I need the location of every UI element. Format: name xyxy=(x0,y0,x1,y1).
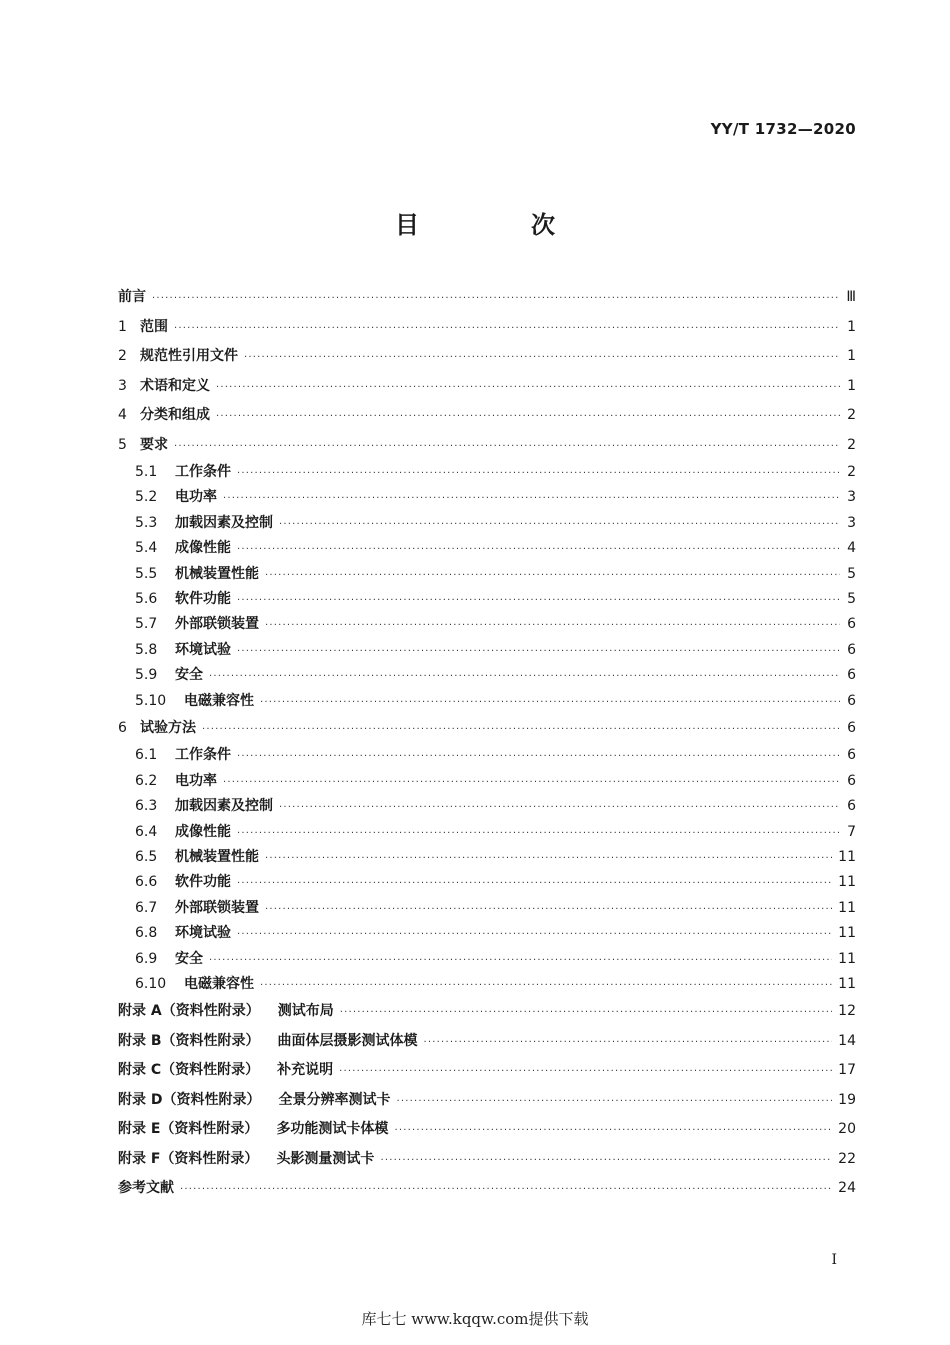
toc-entry-title: 补充说明 xyxy=(277,1062,334,1079)
dot-leader xyxy=(152,284,840,314)
toc-entry-page: 4 xyxy=(847,540,856,557)
toc-entry-title: 电磁兼容性 xyxy=(184,975,254,992)
toc-entry[interactable] xyxy=(118,485,856,510)
toc-entry-title: 加载因素及控制 xyxy=(175,514,273,531)
toc-entry-title: 试验方法 xyxy=(140,719,196,736)
toc-entry-title: 电功率 xyxy=(175,772,217,789)
toc-entry-page: 19 xyxy=(838,1091,856,1108)
toc-entry-title: 曲面体层摄影测试体模 xyxy=(277,1032,418,1049)
toc-entry[interactable] xyxy=(118,511,856,536)
toc-entry-appendix-label: 附录 A（资料性附录） xyxy=(118,1003,260,1020)
toc-entry[interactable] xyxy=(118,612,856,637)
toc-entry-title: 前言 xyxy=(118,289,146,305)
dot-leader xyxy=(237,871,832,896)
toc-entry[interactable] xyxy=(118,1056,856,1086)
toc-entry[interactable] xyxy=(118,794,856,819)
toc-entry-page: 12 xyxy=(838,1003,856,1020)
toc-entry-number: 4 xyxy=(118,407,127,423)
toc-entry[interactable] xyxy=(118,896,856,921)
toc-entry-page: 3 xyxy=(847,489,856,506)
toc-entry-appendix-label: 附录 E（资料性附录） xyxy=(118,1121,259,1138)
toc-entry-appendix-label: 附录 F（资料性附录） xyxy=(118,1150,259,1167)
dot-leader xyxy=(209,948,832,973)
toc-entry[interactable] xyxy=(118,972,856,997)
toc-entry-page: Ⅲ xyxy=(846,289,856,305)
toc-entry-title: 安全 xyxy=(175,950,203,967)
dot-leader xyxy=(237,461,840,486)
toc-entry-number: 6.10 xyxy=(135,975,167,992)
dot-leader xyxy=(209,664,840,689)
toc-entry-title: 头影测量测试卡 xyxy=(276,1150,375,1167)
toc-entry-number: 6.8 xyxy=(135,925,158,942)
toc-entry-title: 范围 xyxy=(140,318,168,335)
toc-entry-title: 外部联锁装置 xyxy=(175,616,259,633)
dot-leader xyxy=(397,1087,833,1117)
toc-entry[interactable] xyxy=(118,845,856,870)
toc-entry[interactable] xyxy=(118,283,856,313)
dot-leader xyxy=(202,715,840,745)
dot-leader xyxy=(339,1057,832,1087)
toc-entry[interactable] xyxy=(118,1145,856,1175)
toc-entry[interactable] xyxy=(118,663,856,688)
toc-entry-page: 20 xyxy=(838,1121,856,1138)
toc-entry[interactable] xyxy=(118,743,856,768)
toc-entry-page: 11 xyxy=(838,874,856,891)
toc-entry-number: 1 xyxy=(118,318,127,335)
toc-entry[interactable] xyxy=(118,638,856,663)
page-number: I xyxy=(831,1252,837,1268)
toc-entry[interactable] xyxy=(118,342,856,372)
toc-entry-title: 全景分辨率测试卡 xyxy=(278,1091,391,1108)
dot-leader xyxy=(237,821,840,846)
dot-leader xyxy=(174,314,840,344)
toc-entry-title: 电功率 xyxy=(175,489,217,506)
toc-entry-title: 测试布局 xyxy=(277,1003,334,1020)
toc-entry-page: 17 xyxy=(838,1062,856,1079)
toc-entry-title: 工作条件 xyxy=(175,747,231,764)
toc-entry[interactable] xyxy=(118,921,856,946)
dot-leader xyxy=(216,373,840,403)
toc-entry-title: 术语和定义 xyxy=(140,377,210,394)
dot-leader xyxy=(244,343,840,373)
toc-entry-number: 6.7 xyxy=(135,899,158,916)
toc-entry[interactable] xyxy=(118,947,856,972)
toc-entry-page: 11 xyxy=(838,899,856,916)
toc-entry-page: 2 xyxy=(847,436,856,453)
toc-entry-page: 6 xyxy=(847,692,856,709)
dot-leader xyxy=(237,922,832,947)
toc-entry-number: 5.6 xyxy=(135,590,158,607)
toc-entry-title: 成像性能 xyxy=(175,823,231,840)
toc-entry-page: 6 xyxy=(847,667,856,684)
dot-leader xyxy=(279,512,840,537)
toc-entry-page: 6 xyxy=(847,616,856,633)
toc-entry-number: 5.2 xyxy=(135,489,158,506)
toc-entry-page: 6 xyxy=(847,641,856,658)
toc-entry-page: 14 xyxy=(838,1032,856,1049)
dot-leader xyxy=(394,1116,832,1146)
toc-entry-page: 2 xyxy=(847,407,856,423)
toc-entry-page: 5 xyxy=(847,590,856,607)
toc-entry-number: 6.6 xyxy=(135,874,158,891)
dot-leader xyxy=(237,639,840,664)
dot-leader xyxy=(265,613,840,638)
toc-entry-number: 6.2 xyxy=(135,772,158,789)
toc-entry-number: 5.9 xyxy=(135,667,158,684)
dot-leader xyxy=(237,537,840,562)
download-watermark: 库七七 www.kqqw.com提供下载 xyxy=(361,1310,589,1328)
toc-entry-title: 成像性能 xyxy=(175,540,231,557)
toc-entry-page: 1 xyxy=(847,377,856,394)
toc-entry-title: 要求 xyxy=(140,436,168,453)
toc-entry-number: 6.4 xyxy=(135,823,158,840)
toc-entry-number: 2 xyxy=(118,348,127,364)
toc-entry-title: 安全 xyxy=(175,667,203,684)
toc-entry-number: 6.9 xyxy=(135,950,158,967)
toc-entry-page: 11 xyxy=(838,975,856,992)
toc-entry[interactable] xyxy=(118,820,856,845)
toc-entry[interactable] xyxy=(118,1115,856,1145)
dot-leader xyxy=(237,744,840,769)
dot-leader xyxy=(424,1028,833,1058)
toc-entry-page: 5 xyxy=(847,565,856,582)
toc-entry[interactable] xyxy=(118,1174,856,1204)
toc-entry-number: 5.7 xyxy=(135,616,158,633)
toc-entry-number: 3 xyxy=(118,377,127,394)
dot-leader xyxy=(265,846,832,871)
toc-entry-page: 6 xyxy=(847,747,856,764)
toc-entry-page: 6 xyxy=(847,719,856,736)
toc-entry-number: 6.1 xyxy=(135,747,158,764)
toc-entry-title: 外部联锁装置 xyxy=(175,899,259,916)
toc-entry-number: 5.5 xyxy=(135,565,158,582)
dot-leader xyxy=(279,795,840,820)
toc-entry-number: 5.3 xyxy=(135,514,158,531)
toc-entry[interactable] xyxy=(118,313,856,343)
toc-entry-number: 6.5 xyxy=(135,848,158,865)
dot-leader xyxy=(216,402,840,432)
toc-entry[interactable] xyxy=(118,997,856,1027)
toc-entry-number: 5.1 xyxy=(135,464,158,480)
dot-leader xyxy=(265,563,840,588)
toc-entry-title: 参考文献 xyxy=(118,1180,174,1197)
toc-entry-number: 6.3 xyxy=(135,798,158,815)
dot-leader xyxy=(260,690,840,715)
toc-entry-title: 电磁兼容性 xyxy=(184,692,254,709)
toc-entry-title: 多功能测试卡体模 xyxy=(276,1121,389,1138)
dot-leader xyxy=(223,770,840,795)
toc-entry-title: 软件功能 xyxy=(175,874,231,891)
toc-entry-title: 环境试验 xyxy=(175,641,231,658)
toc-entry-appendix-label: 附录 D（资料性附录） xyxy=(118,1091,261,1108)
toc-entry-title: 软件功能 xyxy=(175,590,231,607)
standard-number: YY/T 1732—2020 xyxy=(710,120,856,138)
dot-leader xyxy=(260,973,832,998)
dot-leader xyxy=(380,1146,832,1176)
toc-entry[interactable] xyxy=(118,1027,856,1057)
toc-entry-title: 加载因素及控制 xyxy=(175,798,273,815)
toc-entry[interactable] xyxy=(118,401,856,431)
dot-leader xyxy=(265,897,832,922)
toc-entry[interactable] xyxy=(118,460,856,485)
toc-entry-title: 规范性引用文件 xyxy=(140,348,238,364)
toc-entry-page: 3 xyxy=(847,514,856,531)
toc-entry-number: 5.10 xyxy=(135,692,167,709)
dot-leader xyxy=(237,588,840,613)
toc-entry[interactable] xyxy=(118,372,856,402)
toc-entry[interactable] xyxy=(118,689,856,714)
toc-entry[interactable] xyxy=(118,536,856,561)
toc-entry-page: 11 xyxy=(838,925,856,942)
toc-entry-title: 分类和组成 xyxy=(140,407,210,423)
toc-entry-page: 2 xyxy=(847,464,856,480)
dot-leader xyxy=(174,432,840,462)
toc-entry-page: 11 xyxy=(838,848,856,865)
page-title: 目 次 xyxy=(395,211,599,239)
toc-entry[interactable] xyxy=(118,870,856,895)
dot-leader xyxy=(340,998,832,1028)
toc-entry[interactable] xyxy=(118,431,856,461)
toc-entry[interactable] xyxy=(118,587,856,612)
toc-entry-number: 5 xyxy=(118,436,127,453)
dot-leader xyxy=(180,1175,832,1205)
toc-entry[interactable] xyxy=(118,562,856,587)
toc-entry-page: 1 xyxy=(847,318,856,335)
toc-entry-title: 工作条件 xyxy=(175,464,231,480)
dot-leader xyxy=(223,486,840,511)
toc-entry-page: 24 xyxy=(838,1180,856,1197)
toc-entry-number: 6 xyxy=(118,719,127,736)
toc-entry-title: 环境试验 xyxy=(175,925,231,942)
toc-entry-number: 5.4 xyxy=(135,540,158,557)
toc-entry-title: 机械装置性能 xyxy=(175,565,259,582)
toc-entry-page: 1 xyxy=(847,348,856,364)
toc-entry[interactable] xyxy=(118,1086,856,1116)
toc-entry-page: 22 xyxy=(838,1150,856,1167)
toc-entry-page: 7 xyxy=(847,823,856,840)
toc-entry-page: 6 xyxy=(847,798,856,815)
toc-entry-page: 6 xyxy=(847,772,856,789)
toc-entry-page: 11 xyxy=(838,950,856,967)
toc-entry-title: 机械装置性能 xyxy=(175,848,259,865)
toc-entry[interactable] xyxy=(118,769,856,794)
table-of-contents xyxy=(118,283,856,1204)
toc-entry-appendix-label: 附录 C（资料性附录） xyxy=(118,1062,260,1079)
toc-entry-number: 5.8 xyxy=(135,641,158,658)
toc-entry[interactable] xyxy=(118,714,856,744)
toc-entry-appendix-label: 附录 B（资料性附录） xyxy=(118,1032,260,1049)
